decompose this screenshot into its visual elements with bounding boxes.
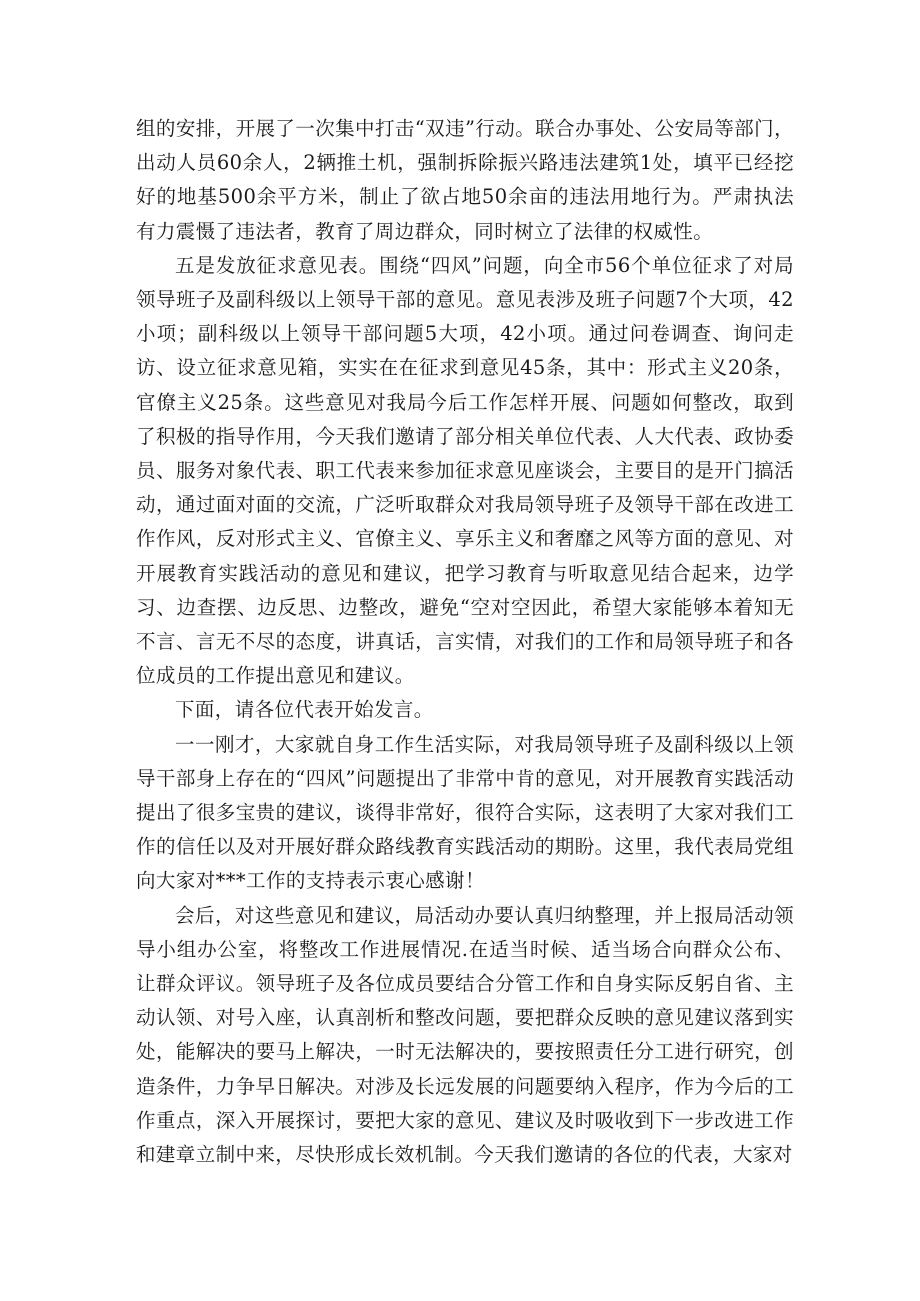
paragraph-feedback-forms: 五是发放征求意见表。围绕“四风”问题，向全市56个单位征求了对局领导班子及副科级以上领导干部的意见。意见表涉及班子问题7个大项，42小项；副科级以上领导干部问题5大项，42小项。通过问卷调查、询问走访、设立征求意见箱，实实在在征求到意见45条，其中：形式主义20条，官僚主义25条。这些意见对我局今后工作怎样开展、问题如何整改，取到了积极的指导作用，今天我们邀请了部分相关单位代表、人大代表、政协委员、服务对象代表、职工代表来参加征求意见座谈会，主要目的是开门搞活动，通过面对面的交流，广泛听取群众对我局领导班子及领导干部在改进工作作风，反对形式主义、官僚主义、享乐主义和奢靡之风等方面的意见、对开展教育实践活动的意见和建议，把学习教育与听取意见结合起来，边学习、边查摆、边反思、边整改，避免“空对空因此，希望大家能够本着知无不言、言无不尽的态度，讲真话，言实情，对我们的工作和局领导班子和各位成员的工作提出意见和建议。	[136, 253, 794, 688]
paragraph-thanks: 一一刚才，大家就自身工作生活实际，对我局领导班子及副科级以上领导干部身上存在的“四风”问题提出了非常中肯的意见，对开展教育实践活动提出了很多宝贵的建议，谈得非常好，很符合实际，这表明了大家对我们工作的信任以及对开展好群众路线教育实践活动的期盼。这里，我代表局党组向大家对***工作的支持表示衷心感谢！	[136, 732, 794, 893]
document-page	[136, 112, 794, 1172]
paragraph-continuation: 组的安排，开展了一次集中打击“双违”行动。联合办事处、公安局等部门，出动人员60余人，2辆推土机，强制拆除振兴路违法建筑1处，填平已经挖好的地基500余平方米，制止了欲占地50余亩的违法用地行为。严肃执法有力震慑了违法者，教育了周边群众，同时树立了法律的权威性。	[136, 117, 794, 243]
paragraph-invite-speakers: 下面，请各位代表开始发言。	[175, 698, 434, 722]
paragraph-after-meeting: 会后，对这些意见和建议，局活动办要认真归纳整理，并上报局活动领导小组办公室，将整改工作进展情况.在适当时候、适当场合向群众公布、让群众评议。领导班子及各位成员要结合分管工作和自身实际反躬自省、主动认领、对号入座，认真剖析和整改问题，要把群众反映的意见建议落到实处，能解决的要马上解决，一时无法解决的，要按照责任分工进行研究，创造条件，力争早日解决。对涉及长远发展的问题要纳入程序，作为今后的工作重点，深入开展探讨，要把大家的意见、建议及时吸收到下一步改进工作和建章立制中来，尽快形成长效机制。今天我们邀请的各位的代表，大家对	[136, 903, 794, 1167]
